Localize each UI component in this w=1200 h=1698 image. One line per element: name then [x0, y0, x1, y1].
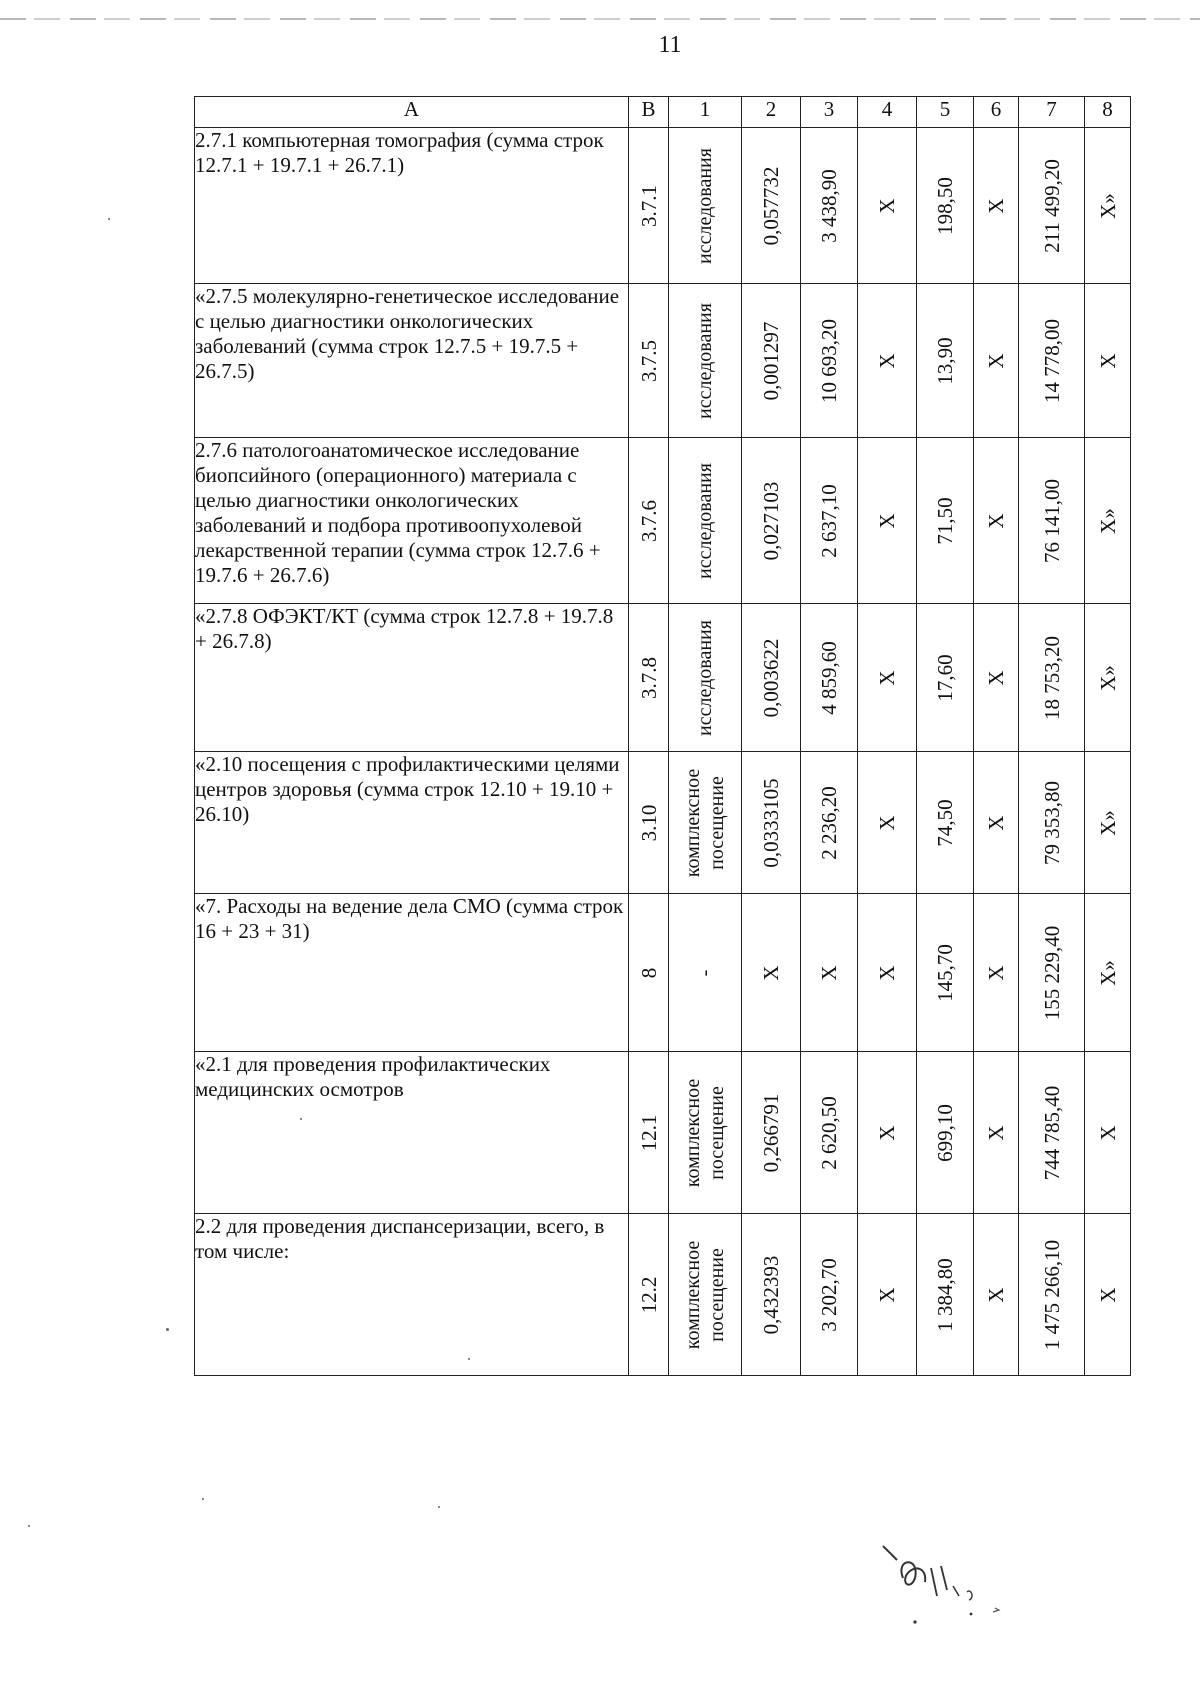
col-7-cell — [1019, 894, 1085, 1052]
col-4-cell — [858, 128, 917, 284]
unit-value: исследования — [694, 619, 716, 736]
unit-value: комплексное посещение — [682, 768, 728, 877]
col-8-value: Х» — [1095, 664, 1120, 691]
row-code-value: 3.7.8 — [636, 656, 661, 699]
col-2-cell — [742, 752, 801, 894]
col-2-value: 0,001297 — [759, 321, 783, 400]
col-8-value: Х» — [1095, 809, 1120, 836]
row-code-cell — [629, 128, 669, 284]
col-7-value: 744 785,40 — [1039, 1085, 1064, 1180]
col-5-value: 74,50 — [933, 798, 957, 847]
header-cell-8: 8 — [1085, 97, 1131, 128]
row-code-value: 3.7.1 — [636, 184, 661, 227]
col-8-cell — [1085, 1052, 1131, 1214]
header-cell-2: 2 — [742, 97, 801, 128]
col-5-cell — [917, 438, 974, 604]
col-2-cell — [742, 894, 801, 1052]
col-3-cell — [801, 284, 858, 438]
col-3-value: 3 202,70 — [817, 1257, 841, 1332]
unit-value: исследования — [694, 147, 716, 264]
col-5-value: 17,60 — [933, 653, 957, 702]
col-7-value: 18 753,20 — [1039, 635, 1064, 720]
unit-value: исследования — [694, 462, 716, 579]
col-8-cell — [1085, 128, 1131, 284]
table-row — [195, 894, 1131, 1052]
col-7-value: 14 778,00 — [1039, 318, 1064, 403]
col-8-value: Х — [1095, 1124, 1120, 1141]
col-7-cell — [1019, 128, 1085, 284]
page-number: 11 — [658, 32, 682, 58]
col-7-value: 76 141,00 — [1039, 478, 1064, 563]
scan-speck — [468, 1358, 470, 1360]
col-2-cell — [742, 1052, 801, 1214]
col-5-value: 13,90 — [933, 336, 957, 385]
header-cell-7: 7 — [1019, 97, 1085, 128]
header-cell-6: 6 — [974, 97, 1019, 128]
col-2-value: 0,027103 — [759, 481, 783, 560]
unit-value: - — [694, 969, 716, 976]
header-cell-1: 1 — [669, 97, 742, 128]
col-7-value: 1 475 266,10 — [1039, 1239, 1064, 1350]
col-4-value: Х — [875, 964, 899, 981]
scan-speck — [202, 1498, 204, 1500]
col-8-value: Х» — [1095, 507, 1120, 534]
col-2-cell — [742, 438, 801, 604]
unit-value: комплексное посещение — [682, 1240, 728, 1349]
col-7-cell — [1019, 752, 1085, 894]
col-3-cell — [801, 1052, 858, 1214]
unit-cell — [669, 128, 742, 284]
row-code-cell — [629, 752, 669, 894]
unit-cell — [669, 894, 742, 1052]
header-cell-a: А — [195, 97, 629, 128]
indicator-name-cell: «2.10 посещения с профилактическими целями центров здоровья (сумма строк 12.10 + 19.10 + 26.10) — [195, 752, 629, 894]
table-row — [195, 284, 1131, 438]
col-4-cell — [858, 438, 917, 604]
col-2-value: 0,0333105 — [759, 777, 783, 868]
col-5-value: 699,10 — [933, 1103, 957, 1162]
indicator-name-cell: «2.7.8 ОФЭКТ/КТ (сумма строк 12.7.8 + 19.7.8 + 26.7.8) — [195, 604, 629, 752]
col-7-cell — [1019, 284, 1085, 438]
table-row — [195, 752, 1131, 894]
scan-speck — [438, 1506, 440, 1508]
col-6-cell — [974, 1052, 1019, 1214]
col-8-value: Х — [1095, 352, 1120, 369]
col-4-cell — [858, 284, 917, 438]
unit-cell — [669, 438, 742, 604]
indicator-name-cell: 2.7.6 патологоанатомическое исследование биопсийного (операционного) материала с целью диагностики онкологических заболеваний и подбора противоопухолевой лекарственной терапии (сумма строк 12.7.6 + 19.7.6 + 26.7.6) — [195, 438, 629, 604]
col-4-value: Х — [875, 352, 899, 369]
indicator-name-cell: 2.2 для проведения диспансеризации, всего, в том числе: — [195, 1214, 629, 1376]
col-6-cell — [974, 284, 1019, 438]
col-7-cell — [1019, 1052, 1085, 1214]
col-3-cell — [801, 438, 858, 604]
col-5-value: 145,70 — [933, 943, 957, 1002]
row-code-cell — [629, 1052, 669, 1214]
unit-value: комплексное посещение — [682, 1078, 728, 1187]
col-3-value: 4 859,60 — [817, 640, 841, 715]
col-6-cell — [974, 604, 1019, 752]
col-3-cell — [801, 604, 858, 752]
row-code-cell — [629, 284, 669, 438]
row-code-cell — [629, 894, 669, 1052]
row-code-value: 3.7.6 — [636, 499, 661, 542]
table-row — [195, 1052, 1131, 1214]
col-5-value: 1 384,80 — [933, 1257, 957, 1332]
col-7-value: 155 229,40 — [1039, 925, 1064, 1020]
col-6-value: Х — [984, 669, 1008, 686]
col-6-cell — [974, 752, 1019, 894]
col-2-value: Х — [759, 964, 783, 981]
unit-cell — [669, 604, 742, 752]
col-2-value: 0,003622 — [759, 638, 783, 717]
table-header-row — [195, 97, 1131, 128]
col-8-cell — [1085, 438, 1131, 604]
col-6-cell — [974, 128, 1019, 284]
col-5-value: 71,50 — [933, 496, 957, 545]
col-3-cell — [801, 894, 858, 1052]
indicator-name-cell: «2.1 для проведения профилактических медицинских осмотров — [195, 1052, 629, 1214]
col-8-cell — [1085, 752, 1131, 894]
col-5-cell — [917, 752, 974, 894]
col-5-cell — [917, 1214, 974, 1376]
row-code-value: 3.7.5 — [636, 339, 661, 382]
col-7-cell — [1019, 438, 1085, 604]
col-6-value: Х — [984, 197, 1008, 214]
col-8-value: Х» — [1095, 959, 1120, 986]
col-4-cell — [858, 1214, 917, 1376]
col-6-value: Х — [984, 1286, 1008, 1303]
row-code-cell — [629, 1214, 669, 1376]
col-4-value: Х — [875, 1124, 899, 1141]
col-5-cell — [917, 604, 974, 752]
col-3-value: 2 620,50 — [817, 1095, 841, 1170]
unit-cell — [669, 284, 742, 438]
header-cell-3: 3 — [801, 97, 858, 128]
row-code-value: 3.10 — [636, 804, 661, 841]
col-6-cell — [974, 894, 1019, 1052]
col-7-cell — [1019, 604, 1085, 752]
col-7-value: 211 499,20 — [1039, 158, 1064, 253]
col-7-value: 79 353,80 — [1039, 780, 1064, 865]
col-6-value: Х — [984, 814, 1008, 831]
scan-artifact-line — [0, 18, 1200, 20]
col-5-cell — [917, 1052, 974, 1214]
col-8-cell — [1085, 604, 1131, 752]
col-5-cell — [917, 128, 974, 284]
indicator-name-cell: 2.7.1 компьютерная томография (сумма строк 12.7.1 + 19.7.1 + 26.7.1) — [195, 128, 629, 284]
col-4-value: Х — [875, 1286, 899, 1303]
col-3-value: 2 637,10 — [817, 483, 841, 558]
col-6-value: Х — [984, 512, 1008, 529]
col-5-cell — [917, 284, 974, 438]
table-row — [195, 604, 1131, 752]
col-2-cell — [742, 1214, 801, 1376]
scan-speck — [28, 1525, 30, 1527]
col-4-cell — [858, 604, 917, 752]
row-code-cell — [629, 604, 669, 752]
col-3-cell — [801, 1214, 858, 1376]
header-cell-5: 5 — [917, 97, 974, 128]
col-2-value: 0,432393 — [759, 1255, 783, 1334]
col-5-value: 198,50 — [933, 176, 957, 235]
col-8-cell — [1085, 284, 1131, 438]
col-6-value: Х — [984, 352, 1008, 369]
col-2-value: 0,266791 — [759, 1093, 783, 1172]
header-cell-4: 4 — [858, 97, 917, 128]
col-3-value: 2 236,20 — [817, 785, 841, 860]
unit-cell — [669, 1214, 742, 1376]
col-2-cell — [742, 284, 801, 438]
col-4-value: Х — [875, 512, 899, 529]
col-3-value: 10 693,20 — [817, 318, 841, 403]
col-4-cell — [858, 1052, 917, 1214]
handwritten-signature — [875, 1538, 1025, 1648]
col-4-value: Х — [875, 197, 899, 214]
table-row — [195, 438, 1131, 604]
indicator-name-cell: «7. Расходы на ведение дела СМО (сумма строк 16 + 23 + 31) — [195, 894, 629, 1052]
indicator-table — [194, 96, 1131, 1376]
row-code-value: 8 — [636, 967, 661, 978]
indicator-name-cell: «2.7.5 молекулярно-генетическое исследование с целью диагностики онкологических заболеваний (сумма строк 12.7.5 + 19.7.5 + 26.7.5) — [195, 284, 629, 438]
col-3-cell — [801, 752, 858, 894]
scan-speck — [108, 218, 110, 220]
unit-cell — [669, 752, 742, 894]
col-8-value: Х — [1095, 1286, 1120, 1303]
col-3-value: 3 438,90 — [817, 168, 841, 243]
col-8-value: Х» — [1095, 192, 1120, 219]
col-5-cell — [917, 894, 974, 1052]
col-4-cell — [858, 752, 917, 894]
unit-value: исследования — [694, 302, 716, 419]
col-6-value: Х — [984, 1124, 1008, 1141]
col-6-cell — [974, 1214, 1019, 1376]
header-cell-b: В — [629, 97, 669, 128]
col-2-cell — [742, 604, 801, 752]
col-6-value: Х — [984, 964, 1008, 981]
row-code-value: 12.1 — [636, 1114, 661, 1151]
unit-cell — [669, 1052, 742, 1214]
col-4-cell — [858, 894, 917, 1052]
col-8-cell — [1085, 1214, 1131, 1376]
col-2-value: 0,057732 — [759, 166, 783, 245]
scan-speck — [300, 1118, 302, 1120]
col-6-cell — [974, 438, 1019, 604]
row-code-value: 12.2 — [636, 1276, 661, 1313]
row-code-cell — [629, 438, 669, 604]
col-3-cell — [801, 128, 858, 284]
col-4-value: Х — [875, 669, 899, 686]
col-3-value: Х — [817, 964, 841, 981]
table-row — [195, 128, 1131, 284]
scan-speck — [166, 1328, 169, 1331]
col-4-value: Х — [875, 814, 899, 831]
col-2-cell — [742, 128, 801, 284]
col-7-cell — [1019, 1214, 1085, 1376]
col-8-cell — [1085, 894, 1131, 1052]
table-row — [195, 1214, 1131, 1376]
